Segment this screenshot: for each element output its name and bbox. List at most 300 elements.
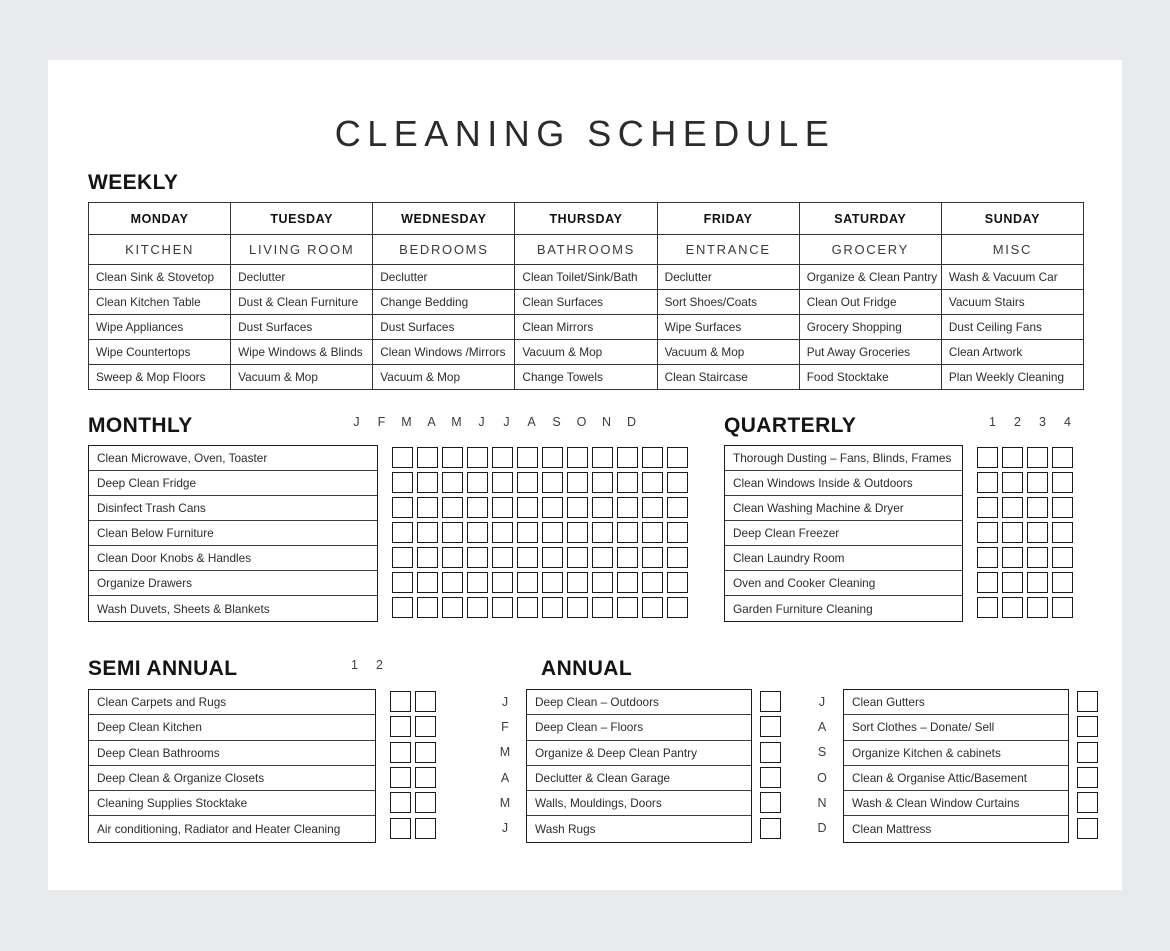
checkbox-row — [392, 570, 688, 595]
checkbox[interactable] — [1052, 547, 1073, 568]
weekly-section — [88, 172, 1084, 390]
checkbox[interactable] — [1002, 447, 1023, 468]
weekly-room-header: MISC — [941, 235, 1083, 265]
annual-task-row: Clean Mattress — [852, 822, 932, 837]
weekly-room-header: BATHROOMS — [515, 235, 657, 265]
weekly-task-row — [89, 340, 1084, 365]
checkbox[interactable] — [390, 691, 411, 712]
annual-month-label: S — [817, 745, 827, 760]
checkbox-row — [760, 790, 781, 815]
checkbox[interactable] — [617, 597, 638, 618]
weekly-task-cell: Wash & Vacuum Car — [941, 265, 1083, 290]
monthly-section — [88, 415, 688, 622]
quarterly-task-row: Clean Windows Inside & Outdoors — [725, 471, 962, 496]
annual-task-row: Organize & Deep Clean Pantry — [527, 741, 751, 766]
weekly-task-cell: Dust Ceiling Fans — [941, 315, 1083, 340]
weekly-table — [88, 202, 1084, 390]
checkbox[interactable] — [492, 522, 513, 543]
checkbox-row — [392, 595, 688, 620]
monthly-month-label: N — [601, 415, 612, 429]
checkbox[interactable] — [642, 522, 663, 543]
checkbox[interactable] — [517, 447, 538, 468]
checkbox[interactable] — [415, 818, 436, 839]
monthly-column-headers — [346, 415, 642, 429]
checkbox[interactable] — [567, 522, 588, 543]
checkbox-row — [392, 470, 688, 495]
checkbox[interactable] — [592, 447, 613, 468]
weekly-task-row — [89, 290, 1084, 315]
weekly-day-header: TUESDAY — [231, 203, 373, 235]
weekly-room-header: BEDROOMS — [373, 235, 515, 265]
checkbox[interactable] — [517, 597, 538, 618]
weekly-task-cell: Declutter — [373, 265, 515, 290]
monthly-task-row: Clean Door Knobs & Handles — [89, 546, 377, 571]
checkbox[interactable] — [1077, 792, 1098, 813]
checkbox[interactable] — [592, 522, 613, 543]
checkbox-row — [760, 714, 781, 739]
semi-annual-checkbox-grid[interactable] — [390, 689, 436, 843]
semi-annual-section — [88, 658, 436, 843]
weekly-task-cell: Clean Windows /Mirrors — [373, 340, 515, 365]
checkbox-row — [390, 765, 436, 790]
annual-column-1 — [491, 689, 781, 843]
weekly-task-row — [89, 315, 1084, 340]
quarterly-quarter-label: 4 — [1064, 415, 1071, 429]
monthly-month-label: M — [401, 415, 412, 429]
quarterly-heading: QUARTERLY — [724, 414, 857, 437]
weekly-task-cell: Change Towels — [515, 365, 657, 390]
checkbox[interactable] — [977, 447, 998, 468]
checkbox-row — [977, 445, 1073, 470]
checkbox[interactable] — [1052, 572, 1073, 593]
checkbox[interactable] — [442, 497, 463, 518]
checkbox[interactable] — [392, 522, 413, 543]
checkbox[interactable] — [617, 447, 638, 468]
checkbox[interactable] — [567, 497, 588, 518]
checkbox[interactable] — [592, 472, 613, 493]
quarterly-task-row: Deep Clean Freezer — [725, 521, 962, 546]
checkbox[interactable] — [592, 497, 613, 518]
annual-columns — [491, 689, 1098, 843]
checkbox[interactable] — [417, 447, 438, 468]
checkbox[interactable] — [977, 497, 998, 518]
checkbox[interactable] — [417, 522, 438, 543]
weekly-task-row — [89, 365, 1084, 390]
weekly-task-cell: Vacuum & Mop — [373, 365, 515, 390]
checkbox[interactable] — [617, 522, 638, 543]
semi-annual-task-row: Deep Clean Bathrooms — [89, 741, 375, 766]
checkbox[interactable] — [642, 597, 663, 618]
weekly-room-header: ENTRANCE — [657, 235, 799, 265]
semi-annual-task-row: Air conditioning, Radiator and Heater Cleaning — [97, 822, 341, 837]
annual-column-1-month-labels — [491, 689, 519, 843]
weekly-day-header: SUNDAY — [941, 203, 1083, 235]
checkbox[interactable] — [1027, 597, 1048, 618]
weekly-task-cell: Wipe Appliances — [89, 315, 231, 340]
checkbox[interactable] — [542, 547, 563, 568]
checkbox[interactable] — [760, 716, 781, 737]
checkbox[interactable] — [467, 447, 488, 468]
monthly-task-row: Clean Microwave, Oven, Toaster — [89, 446, 377, 471]
checkbox[interactable] — [415, 691, 436, 712]
weekly-task-cell: Sort Shoes/Coats — [657, 290, 799, 315]
checkbox[interactable] — [1077, 742, 1098, 763]
checkbox[interactable] — [467, 522, 488, 543]
checkbox[interactable] — [1077, 716, 1098, 737]
semi-annual-half-label: 1 — [351, 658, 358, 672]
checkbox[interactable] — [492, 497, 513, 518]
checkbox[interactable] — [1002, 497, 1023, 518]
monthly-month-label: A — [427, 415, 436, 429]
checkbox[interactable] — [1027, 497, 1048, 518]
annual-task-row: Wash Rugs — [535, 822, 596, 837]
checkbox[interactable] — [617, 472, 638, 493]
annual-column-2-task-list — [843, 689, 1069, 843]
checkbox[interactable] — [567, 572, 588, 593]
weekly-task-cell: Clean Artwork — [941, 340, 1083, 365]
weekly-task-cell: Change Bedding — [373, 290, 515, 315]
monthly-task-list — [88, 445, 378, 622]
checkbox[interactable] — [392, 472, 413, 493]
checkbox[interactable] — [467, 572, 488, 593]
checkbox[interactable] — [467, 547, 488, 568]
monthly-month-label: O — [576, 415, 587, 429]
checkbox[interactable] — [642, 472, 663, 493]
checkbox[interactable] — [1027, 447, 1048, 468]
checkbox-row — [977, 520, 1073, 545]
checkbox-row — [390, 740, 436, 765]
weekly-task-cell: Sweep & Mop Floors — [89, 365, 231, 390]
annual-month-label: N — [817, 795, 827, 810]
checkbox[interactable] — [1077, 767, 1098, 788]
weekly-task-cell: Clean Surfaces — [515, 290, 657, 315]
weekly-heading: WEEKLY — [88, 171, 179, 194]
checkbox[interactable] — [567, 597, 588, 618]
checkbox[interactable] — [467, 472, 488, 493]
checkbox[interactable] — [542, 572, 563, 593]
checkbox[interactable] — [442, 447, 463, 468]
checkbox[interactable] — [1002, 572, 1023, 593]
checkbox-row — [390, 815, 436, 840]
weekly-task-cell: Put Away Groceries — [799, 340, 941, 365]
annual-month-label: O — [817, 770, 827, 785]
checkbox[interactable] — [667, 547, 688, 568]
checkbox[interactable] — [392, 597, 413, 618]
weekly-day-header: FRIDAY — [657, 203, 799, 235]
checkbox-row — [390, 790, 436, 815]
checkbox[interactable] — [592, 547, 613, 568]
checkbox[interactable] — [392, 572, 413, 593]
semi-annual-heading: SEMI ANNUAL — [88, 657, 238, 680]
annual-heading: ANNUAL — [541, 657, 633, 680]
monthly-task-row: Organize Drawers — [89, 571, 377, 596]
checkbox[interactable] — [567, 547, 588, 568]
checkbox[interactable] — [667, 472, 688, 493]
weekly-task-cell: Wipe Countertops — [89, 340, 231, 365]
semi-annual-body — [88, 689, 436, 843]
annual-month-label: M — [499, 745, 511, 760]
checkbox[interactable] — [390, 767, 411, 788]
checkbox[interactable] — [760, 792, 781, 813]
quarterly-body — [724, 445, 1078, 622]
checkbox[interactable] — [442, 572, 463, 593]
weekly-task-cell: Declutter — [231, 265, 373, 290]
checkbox[interactable] — [392, 447, 413, 468]
monthly-task-row: Disinfect Trash Cans — [89, 496, 377, 521]
weekly-room-header: GROCERY — [799, 235, 941, 265]
monthly-month-label: J — [353, 415, 360, 429]
weekly-task-cell: Wipe Windows & Blinds — [231, 340, 373, 365]
checkbox[interactable] — [1077, 818, 1098, 839]
monthly-checkbox-grid[interactable] — [392, 445, 688, 622]
annual-month-label: A — [500, 770, 510, 785]
checkbox[interactable] — [390, 716, 411, 737]
quarterly-quarter-label: 2 — [1014, 415, 1021, 429]
monthly-month-label: D — [626, 415, 637, 429]
annual-task-row: Wash & Clean Window Curtains — [844, 791, 1068, 816]
annual-column-2-month-labels — [808, 689, 836, 843]
checkbox[interactable] — [417, 572, 438, 593]
weekly-day-header: MONDAY — [89, 203, 231, 235]
monthly-task-row: Deep Clean Fridge — [89, 471, 377, 496]
checkbox[interactable] — [467, 597, 488, 618]
monthly-month-label: F — [377, 415, 386, 429]
checkbox-row — [392, 495, 688, 520]
checkbox[interactable] — [642, 497, 663, 518]
annual-task-row: Walls, Mouldings, Doors — [527, 791, 751, 816]
checkbox[interactable] — [492, 572, 513, 593]
checkbox[interactable] — [642, 447, 663, 468]
annual-column-1-task-list — [526, 689, 752, 843]
checkbox[interactable] — [542, 472, 563, 493]
checkbox[interactable] — [977, 572, 998, 593]
checkbox[interactable] — [415, 716, 436, 737]
weekly-room-header-row — [89, 235, 1084, 265]
semi-annual-task-row: Deep Clean Kitchen — [89, 715, 375, 740]
semi-annual-task-row: Cleaning Supplies Stocktake — [89, 791, 375, 816]
weekly-task-cell: Clean Staircase — [657, 365, 799, 390]
checkbox[interactable] — [1002, 472, 1023, 493]
annual-column-1-checkbox-grid[interactable] — [760, 689, 781, 843]
annual-task-row: Deep Clean – Floors — [527, 715, 751, 740]
checkbox[interactable] — [417, 547, 438, 568]
checkbox[interactable] — [567, 447, 588, 468]
checkbox[interactable] — [492, 447, 513, 468]
weekly-task-cell: Vacuum & Mop — [515, 340, 657, 365]
checkbox[interactable] — [390, 818, 411, 839]
weekly-task-cell: Declutter — [657, 265, 799, 290]
checkbox[interactable] — [667, 522, 688, 543]
checkbox[interactable] — [977, 597, 998, 618]
checkbox[interactable] — [390, 792, 411, 813]
monthly-month-label: M — [451, 415, 462, 429]
checkbox[interactable] — [542, 522, 563, 543]
weekly-table-body — [89, 203, 1084, 390]
annual-month-label: A — [817, 719, 827, 734]
checkbox-row — [1077, 765, 1098, 790]
checkbox-row — [1077, 815, 1098, 840]
weekly-day-header-row — [89, 203, 1084, 235]
checkbox[interactable] — [667, 572, 688, 593]
quarterly-task-row: Garden Furniture Cleaning — [733, 601, 873, 616]
checkbox[interactable] — [542, 597, 563, 618]
checkbox[interactable] — [517, 497, 538, 518]
checkbox[interactable] — [1027, 522, 1048, 543]
quarterly-header-row — [724, 415, 1078, 436]
checkbox[interactable] — [977, 522, 998, 543]
monthly-body — [88, 445, 688, 622]
checkbox[interactable] — [415, 792, 436, 813]
weekly-task-cell: Clean Kitchen Table — [89, 290, 231, 315]
checkbox[interactable] — [415, 767, 436, 788]
checkbox[interactable] — [760, 691, 781, 712]
weekly-task-cell: Vacuum & Mop — [657, 340, 799, 365]
annual-column-2-checkbox-grid[interactable] — [1077, 689, 1098, 843]
checkbox[interactable] — [592, 572, 613, 593]
quarterly-task-row: Clean Washing Machine & Dryer — [725, 496, 962, 521]
weekly-task-cell: Organize & Clean Pantry — [799, 265, 941, 290]
weekly-task-cell: Clean Toilet/Sink/Bath — [515, 265, 657, 290]
checkbox[interactable] — [977, 472, 998, 493]
checkbox[interactable] — [442, 522, 463, 543]
checkbox[interactable] — [442, 597, 463, 618]
checkbox[interactable] — [1027, 547, 1048, 568]
schedule-sheet — [48, 60, 1122, 890]
checkbox[interactable] — [542, 497, 563, 518]
checkbox-row — [1077, 790, 1098, 815]
quarterly-section — [724, 415, 1078, 622]
weekly-task-row — [89, 265, 1084, 290]
quarterly-checkbox-grid[interactable] — [977, 445, 1073, 622]
weekly-task-cell: Clean Sink & Stovetop — [89, 265, 231, 290]
checkbox[interactable] — [392, 497, 413, 518]
checkbox[interactable] — [1052, 472, 1073, 493]
checkbox[interactable] — [977, 547, 998, 568]
semi-annual-task-list — [88, 689, 376, 843]
weekly-task-cell: Plan Weekly Cleaning — [941, 365, 1083, 390]
weekly-room-header: KITCHEN — [89, 235, 231, 265]
weekly-task-cell: Grocery Shopping — [799, 315, 941, 340]
checkbox[interactable] — [492, 472, 513, 493]
annual-month-label: M — [499, 795, 511, 810]
checkbox[interactable] — [517, 522, 538, 543]
checkbox[interactable] — [1052, 597, 1073, 618]
checkbox[interactable] — [415, 742, 436, 763]
page-title: CLEANING SCHEDULE — [334, 113, 836, 154]
weekly-room-header: LIVING ROOM — [231, 235, 373, 265]
checkbox-row — [1077, 714, 1098, 739]
checkbox[interactable] — [760, 767, 781, 788]
monthly-month-label: A — [527, 415, 536, 429]
semi-annual-task-row: Deep Clean & Organize Closets — [89, 766, 375, 791]
checkbox[interactable] — [517, 572, 538, 593]
checkbox[interactable] — [1002, 597, 1023, 618]
semi-annual-header-row — [88, 658, 436, 679]
checkbox[interactable] — [517, 547, 538, 568]
annual-section — [491, 658, 1098, 843]
checkbox[interactable] — [667, 447, 688, 468]
checkbox[interactable] — [442, 547, 463, 568]
checkbox[interactable] — [467, 497, 488, 518]
annual-task-row: Sort Clothes – Donate/ Sell — [844, 715, 1068, 740]
checkbox[interactable] — [1052, 447, 1073, 468]
checkbox-row — [392, 545, 688, 570]
checkbox[interactable] — [667, 497, 688, 518]
checkbox[interactable] — [492, 547, 513, 568]
monthly-task-row: Wash Duvets, Sheets & Blankets — [97, 601, 270, 616]
quarterly-quarter-label: 3 — [1039, 415, 1046, 429]
annual-month-label: J — [818, 694, 826, 709]
checkbox-row — [977, 545, 1073, 570]
checkbox[interactable] — [1077, 691, 1098, 712]
weekly-task-cell: Dust Surfaces — [231, 315, 373, 340]
checkbox[interactable] — [1027, 572, 1048, 593]
checkbox-row — [977, 595, 1073, 620]
checkbox[interactable] — [442, 472, 463, 493]
checkbox[interactable] — [1052, 522, 1073, 543]
annual-task-row: Clean & Organise Attic/Basement — [844, 766, 1068, 791]
checkbox-row — [760, 689, 781, 714]
checkbox-row — [1077, 740, 1098, 765]
semi-annual-column-headers — [344, 658, 390, 672]
annual-month-label: J — [501, 821, 509, 836]
checkbox-row — [392, 445, 688, 470]
weekly-day-header: WEDNESDAY — [373, 203, 515, 235]
quarterly-task-row: Clean Laundry Room — [725, 546, 962, 571]
annual-task-row: Clean Gutters — [844, 690, 1068, 715]
checkbox[interactable] — [417, 497, 438, 518]
weekly-day-header: THURSDAY — [515, 203, 657, 235]
checkbox[interactable] — [492, 597, 513, 618]
quarterly-task-row: Oven and Cooker Cleaning — [725, 571, 962, 596]
checkbox[interactable] — [760, 818, 781, 839]
checkbox[interactable] — [1002, 522, 1023, 543]
checkbox[interactable] — [390, 742, 411, 763]
monthly-month-label: J — [503, 415, 510, 429]
checkbox[interactable] — [642, 547, 663, 568]
checkbox[interactable] — [1052, 497, 1073, 518]
checkbox[interactable] — [1002, 547, 1023, 568]
checkbox[interactable] — [617, 497, 638, 518]
checkbox[interactable] — [617, 547, 638, 568]
weekly-day-header: SATURDAY — [799, 203, 941, 235]
monthly-heading: MONTHLY — [88, 414, 193, 437]
checkbox[interactable] — [517, 472, 538, 493]
checkbox[interactable] — [417, 597, 438, 618]
checkbox[interactable] — [1027, 472, 1048, 493]
checkbox[interactable] — [760, 742, 781, 763]
checkbox[interactable] — [417, 472, 438, 493]
checkbox-row — [1077, 689, 1098, 714]
checkbox-row — [977, 495, 1073, 520]
quarterly-task-row: Thorough Dusting – Fans, Blinds, Frames — [725, 446, 962, 471]
weekly-task-cell: Wipe Surfaces — [657, 315, 799, 340]
checkbox[interactable] — [567, 472, 588, 493]
checkbox-row — [392, 520, 688, 545]
annual-month-label: F — [501, 719, 509, 734]
checkbox[interactable] — [592, 597, 613, 618]
weekly-task-cell: Dust & Clean Furniture — [231, 290, 373, 315]
checkbox[interactable] — [542, 447, 563, 468]
checkbox[interactable] — [617, 572, 638, 593]
checkbox[interactable] — [642, 572, 663, 593]
weekly-task-cell: Food Stocktake — [799, 365, 941, 390]
checkbox[interactable] — [667, 597, 688, 618]
checkbox[interactable] — [392, 547, 413, 568]
monthly-task-row: Clean Below Furniture — [89, 521, 377, 546]
checkbox-row — [977, 470, 1073, 495]
annual-task-row: Deep Clean – Outdoors — [527, 690, 751, 715]
